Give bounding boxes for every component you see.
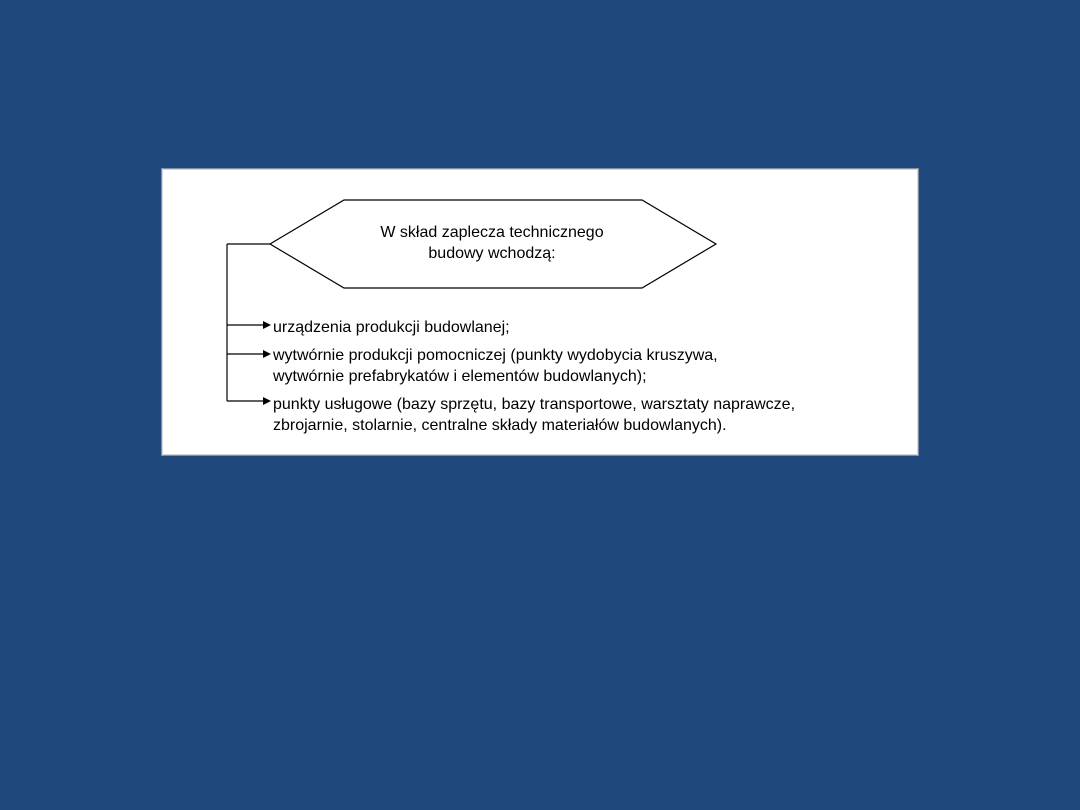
list-item-1-line-1: urządzenia produkcji budowlanej;: [273, 319, 510, 336]
arrow-head-2: [263, 350, 271, 358]
arrow-head-3: [263, 397, 271, 405]
arrow-head-1: [263, 321, 271, 329]
list-item-3-line-1: punkty usługowe (bazy sprzętu, bazy transportowe, warsztaty naprawcze,: [273, 396, 796, 413]
list-item-2-line-2: wytwórnie prefabrykatów i elementów budowlanych);: [273, 368, 647, 385]
header-line-2: budowy wchodzą:: [428, 245, 556, 262]
list-item-3: [273, 394, 795, 436]
list-item-2: [273, 345, 718, 387]
list-item-2-line-1: wytwórnie produkcji pomocniczej (punkty wydobycia kruszywa,: [273, 347, 718, 364]
header-text: [312, 222, 672, 264]
list-item-3-line-2: zbrojarnie, stolarnie, centralne składy materiałów budowlanych).: [273, 417, 727, 434]
header-line-1: W skład zaplecza technicznego: [380, 224, 604, 241]
diagram-panel: [161, 168, 919, 456]
list-item-1: [273, 317, 510, 338]
